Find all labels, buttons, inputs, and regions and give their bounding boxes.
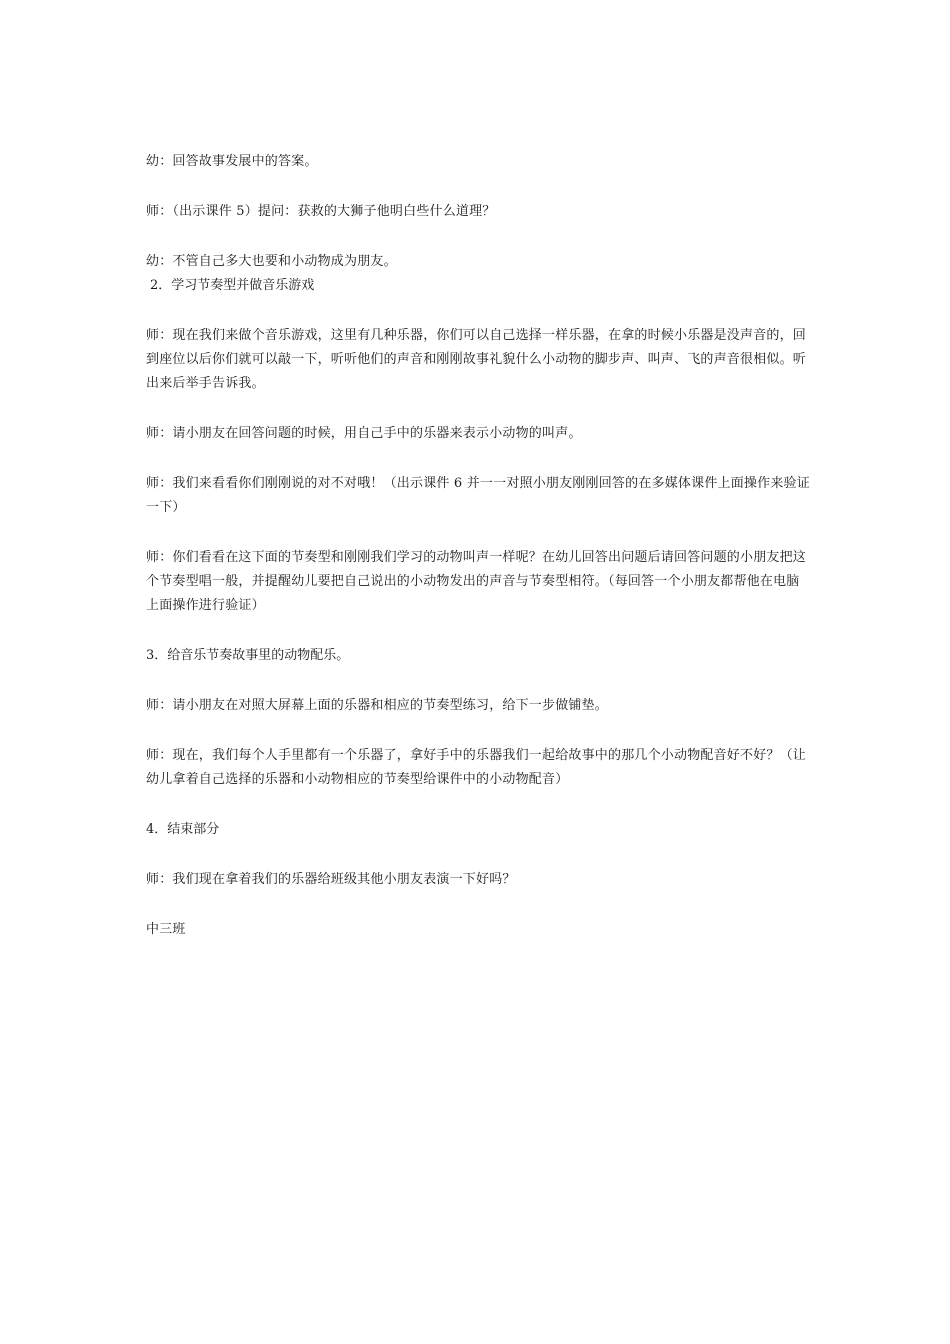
paragraph-music-game: 师：现在我们来做个音乐游戏，这里有几种乐器，你们可以自己选择一样乐器，在拿的时候小乐器是没声音的，回到座位以后你们就可以敲一下，听听他们的声音和刚刚故事礼貌什么小动物的脚步声、叫声、飞的声音很相似。听出来后举手告诉我。 (146, 328, 807, 391)
paragraph-rhythm: 师：你们看看在这下面的节奏型和刚刚我们学习的动物叫声一样呢？在幼儿回答出问题后请回答问题的小朋友把这个节奏型唱一般，并提醒幼儿要把自己说出的小动物发出的声音与节奏型相符。（每回答一个小朋友都帮他在电脑上面操作进行验证） (146, 550, 807, 613)
paragraph-perform: 师：我们现在拿着我们的乐器给班级其他小朋友表演一下好吗？ (146, 872, 516, 887)
document-body (146, 150, 810, 968)
section-heading-3: 3．给音乐节奏故事里的动物配乐。 (146, 648, 350, 663)
paragraph-practice: 师：请小朋友在对照大屏幕上面的乐器和相应的节奏型练习，给下一步做铺垫。 (146, 698, 609, 713)
paragraph-verify: 师：我们来看看你们刚刚说的对不对哦！（出示课件 6 并一一对照小朋友刚刚回答的在多媒体课件上面操作来验证一下） (146, 476, 810, 515)
paragraph-child-answer: 幼：回答故事发展中的答案。 (146, 154, 318, 169)
paragraph-instrument-sound: 师：请小朋友在回答问题的时候，用自己手中的乐器来表示小动物的叫声。 (146, 426, 582, 441)
paragraph-dubbing: 师：现在，我们每个人手里都有一个乐器了，拿好手中的乐器我们一起给故事中的那几个小动物配音好不好？（让幼儿拿着自己选择的乐器和小动物相应的节奏型给课件中的小动物配音） (146, 748, 807, 787)
class-name: 中三班 (146, 922, 186, 937)
section-heading-4: 4．结束部分 (146, 822, 220, 837)
paragraph-teacher-question: 师：（出示课件 5）提问：获救的大狮子他明白些什么道理？ (146, 204, 496, 219)
section-heading-2: 2．学习节奏型并做音乐游戏 (150, 278, 315, 293)
paragraph-child-reply: 幼：不管自己多大也要和小动物成为朋友。 (146, 254, 397, 269)
